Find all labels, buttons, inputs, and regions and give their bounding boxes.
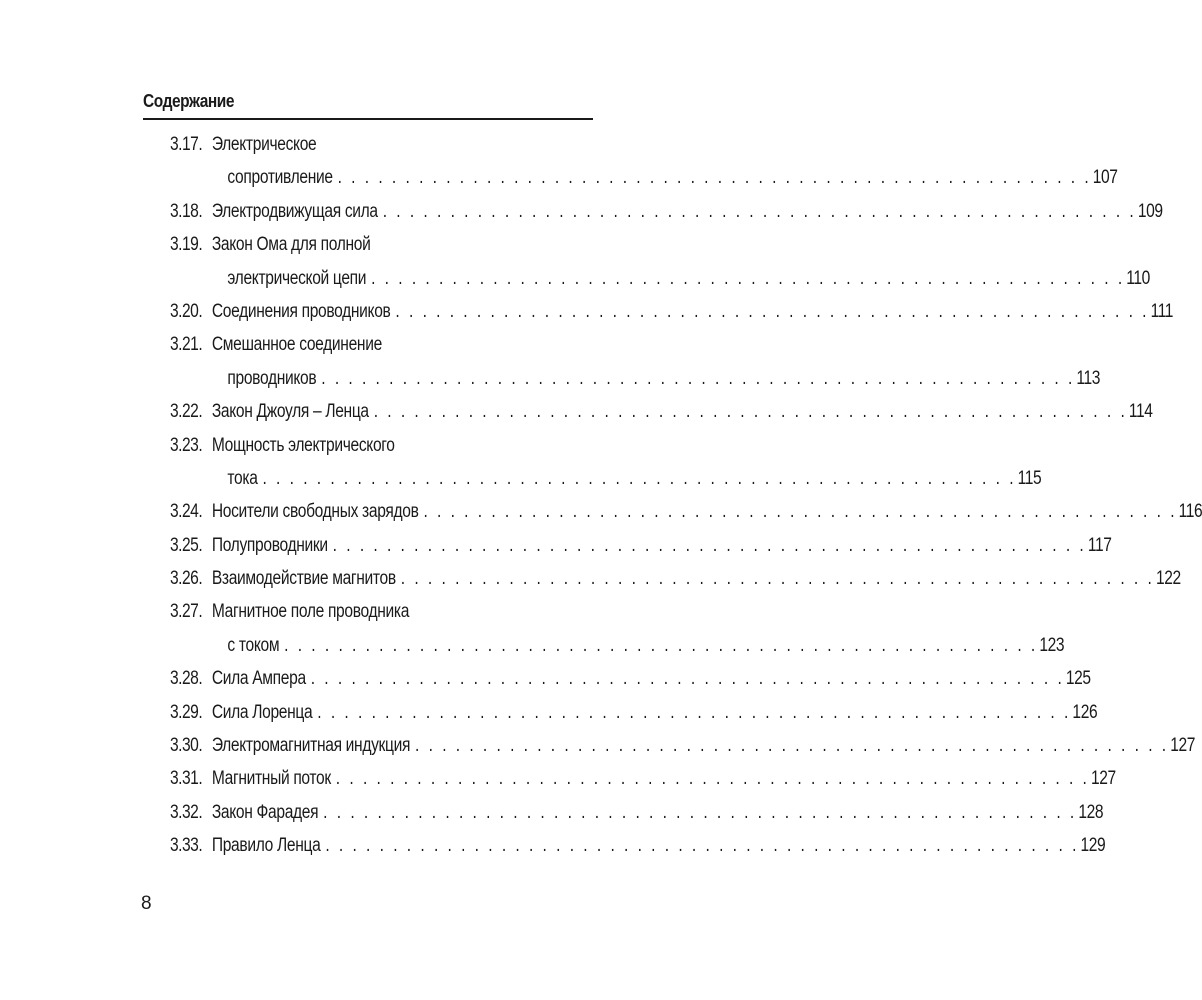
- toc-entry-title: проводников: [227, 367, 317, 389]
- toc-entry: [170, 729, 1195, 762]
- dot-leader: . . . . . . . . . . . . . . . . . . . . . . . . . . . . . . . . . . . . . . . . . . . . . . . . . . . . . . . .: [423, 501, 1177, 523]
- toc-entry-title: Полупроводники: [211, 534, 328, 556]
- toc-entry-number: 3.17.: [170, 134, 203, 155]
- toc-entry-number: 3.19.: [170, 234, 203, 256]
- toc-entry-page: 107: [1092, 167, 1118, 189]
- toc-entry-title: с током: [227, 634, 280, 656]
- dot-leader: . . . . . . . . . . . . . . . . . . . . . . . . . . . . . . . . . . . . . . . . . . . . . . . . . . . . . . . .: [310, 668, 1065, 690]
- toc-entry: [170, 395, 1153, 428]
- toc-entry-page: 110: [1126, 267, 1150, 289]
- dot-leader: . . . . . . . . . . . . . . . . . . . . . . . . . . . . . . . . . . . . . . . . . . . . . . . . . . . . . . . .: [382, 200, 1137, 222]
- toc-entry-title: Магнитное поле проводника: [211, 601, 410, 623]
- toc-entry: [170, 562, 1181, 595]
- page-number: 8: [141, 893, 152, 914]
- toc-entry-number: 3.29.: [170, 701, 203, 723]
- dot-leader: . . . . . . . . . . . . . . . . . . . . . . . . . . . . . . . . . . . . . . . . . . . . . . . . . . . . . . . .: [400, 568, 1155, 590]
- toc-entry: [170, 128, 590, 161]
- toc-entry-title: электрической цепи: [227, 267, 367, 289]
- toc-entry: [170, 228, 590, 261]
- toc-entry-title: Сила Лоренца: [211, 701, 313, 723]
- toc-entry-title: Электродвижущая сила: [211, 200, 378, 222]
- toc-entry-title: Электрическое: [211, 134, 317, 155]
- toc-entry-page: 125: [1065, 668, 1091, 690]
- toc-entry-page: 128: [1078, 801, 1104, 823]
- toc-entry-title: Соединения проводников: [211, 300, 391, 322]
- toc-entry: [170, 328, 590, 361]
- dot-leader: . . . . . . . . . . . . . . . . . . . . . . . . . . . . . . . . . . . . . . . . . . . . . . . . . . . . . . . .: [415, 735, 1169, 757]
- toc-entry-number: 3.25.: [170, 534, 203, 556]
- toc-entry-continuation: [170, 362, 1101, 395]
- toc-entry-page: 109: [1137, 200, 1163, 222]
- toc-entry-title: Закон Фарадея: [211, 801, 319, 823]
- dot-leader: . . . . . . . . . . . . . . . . . . . . . . . . . . . . . . . . . . . . . . . . . . . . . . . . . . . . . . . .: [321, 367, 1075, 389]
- toc-entry-number: 3.20.: [170, 300, 203, 322]
- toc-entry-continuation: [170, 629, 1065, 662]
- dot-leader: . . . . . . . . . . . . . . . . . . . . . . . . . . . . . . . . . . . . . . . . . . . . . . . . . . . . . . . .: [317, 701, 1071, 723]
- running-header: [143, 90, 593, 120]
- toc-entry-page: 129: [1080, 835, 1106, 857]
- toc-entry-page: 116: [1178, 501, 1202, 523]
- toc-entry-page: 117: [1087, 534, 1112, 556]
- toc-entry: [170, 195, 1163, 228]
- toc-entry-title: Сила Ампера: [211, 668, 306, 690]
- toc-entry-title: Закон Ома для полной: [211, 234, 371, 256]
- toc-entry: [170, 295, 1174, 328]
- dot-leader: . . . . . . . . . . . . . . . . . . . . . . . . . . . . . . . . . . . . . . . . . . . . . . . . . . . . . . . .: [284, 634, 1038, 656]
- dot-leader: . . . . . . . . . . . . . . . . . . . . . . . . . . . . . . . . . . . . . . . . . . . . . . . . . . . . . . . .: [335, 768, 1090, 790]
- toc-entry-title: Взаимодействие магнитов: [211, 568, 396, 590]
- toc-entry-title: тока: [227, 467, 258, 489]
- toc-entry-title: Магнитный поток: [211, 768, 331, 790]
- toc-entry-title: Закон Джоуля – Ленца: [211, 401, 369, 423]
- toc-entry: [170, 796, 1104, 829]
- table-of-contents: [170, 128, 1202, 863]
- toc-entry-continuation: [170, 462, 1042, 495]
- toc-entry-title: Правило Ленца: [211, 835, 321, 857]
- toc-entry: [170, 662, 1091, 695]
- toc-entry-page: 126: [1072, 701, 1098, 723]
- toc-entry-page: 127: [1170, 735, 1195, 757]
- toc-entry-number: 3.30.: [170, 735, 203, 757]
- toc-entry-title: Мощность электрического: [211, 434, 395, 456]
- dot-leader: . . . . . . . . . . . . . . . . . . . . . . . . . . . . . . . . . . . . . . . . . . . . . . . . . . . . . . . .: [262, 467, 1017, 489]
- toc-entry-page: 114: [1128, 401, 1153, 423]
- dot-leader: . . . . . . . . . . . . . . . . . . . . . . . . . . . . . . . . . . . . . . . . . . . . . . . . . . . . . . . .: [323, 801, 1077, 823]
- toc-entry-number: 3.22.: [170, 401, 203, 423]
- toc-entry-continuation: [170, 262, 1150, 295]
- toc-entry-page: 127: [1090, 768, 1116, 790]
- toc-entry-title: Электромагнитная индукция: [211, 735, 411, 757]
- toc-entry-number: 3.21.: [170, 334, 203, 356]
- dot-leader: . . . . . . . . . . . . . . . . . . . . . . . . . . . . . . . . . . . . . . . . . . . . . . . . . . . . . . . .: [337, 167, 1092, 189]
- toc-entry: [170, 829, 1106, 862]
- toc-entry-page: 122: [1155, 568, 1181, 590]
- toc-entry: [170, 595, 590, 628]
- toc-entry-number: 3.23.: [170, 434, 203, 456]
- toc-entry-number: 3.31.: [170, 768, 203, 790]
- dot-leader: . . . . . . . . . . . . . . . . . . . . . . . . . . . . . . . . . . . . . . . . . . . . . . . . . . . . . . . .: [395, 300, 1149, 322]
- header-title: Содержание: [143, 91, 235, 111]
- toc-entry-number: 3.32.: [170, 801, 203, 823]
- toc-entry: [170, 696, 1098, 729]
- toc-entry-page: 115: [1017, 467, 1042, 489]
- dot-leader: . . . . . . . . . . . . . . . . . . . . . . . . . . . . . . . . . . . . . . . . . . . . . . . . . . . . . . . .: [371, 267, 1125, 289]
- toc-entry-title: сопротивление: [227, 167, 333, 189]
- toc-entry-number: 3.24.: [170, 501, 203, 523]
- toc-entry: [170, 762, 1116, 795]
- toc-entry: [170, 429, 590, 462]
- dot-leader: . . . . . . . . . . . . . . . . . . . . . . . . . . . . . . . . . . . . . . . . . . . . . . . . . . . . . . . .: [332, 534, 1087, 556]
- toc-entry-number: 3.18.: [170, 200, 203, 222]
- toc-entry: [170, 529, 1112, 562]
- toc-entry-page: 113: [1076, 367, 1101, 389]
- toc-entry-number: 3.27.: [170, 601, 203, 623]
- toc-entry-number: 3.33.: [170, 835, 203, 857]
- toc-entry-page: 111: [1150, 300, 1174, 322]
- dot-leader: . . . . . . . . . . . . . . . . . . . . . . . . . . . . . . . . . . . . . . . . . . . . . . . . . . . . . . . .: [325, 835, 1079, 857]
- toc-entry-title: Носители свободных зарядов: [211, 501, 419, 523]
- toc-entry-continuation: [170, 161, 1118, 194]
- toc-entry: [170, 495, 1202, 528]
- toc-entry-number: 3.26.: [170, 568, 203, 590]
- toc-entry-number: 3.28.: [170, 668, 203, 690]
- toc-entry-page: 123: [1039, 634, 1065, 656]
- dot-leader: . . . . . . . . . . . . . . . . . . . . . . . . . . . . . . . . . . . . . . . . . . . . . . . . . . . . . . . .: [373, 401, 1128, 423]
- toc-entry-title: Смешанное соединение: [211, 334, 382, 356]
